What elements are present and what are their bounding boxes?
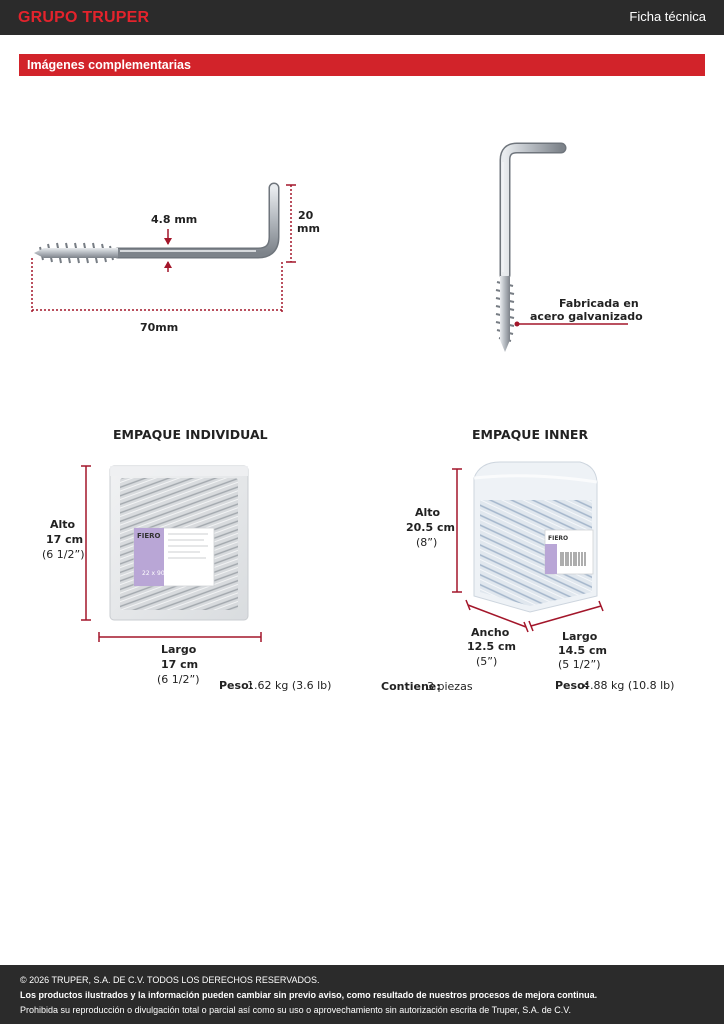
screw-hook-dimensioned — [32, 185, 320, 334]
footer-legal: Prohibida su reproducción o divulgación total o parcial así como su uso o aprovechamiento sin autorización escrita de Truper, S.A. de C.V. — [20, 1005, 571, 1015]
material-label-line2: acero galvanizado — [530, 310, 643, 323]
inner-ancho-cm: 12.5 cm — [467, 640, 516, 653]
inner-largo-in: (5 1/2”) — [558, 658, 601, 671]
individual-largo-in: (6 1/2”) — [157, 673, 200, 686]
individual-largo-label: Largo — [161, 643, 197, 656]
inner-alto-label: Alto — [415, 506, 441, 519]
inner-contiene-label: Contiene: — [381, 680, 441, 693]
inner-ancho-label: Ancho — [471, 626, 510, 639]
box-brand: FIERO — [548, 535, 569, 542]
height-unit-label: mm — [297, 222, 320, 235]
footer-disclaimer: Los productos ilustrados y la información pueden cambiar sin previo aviso, como resultado de nuestros procesos de mejora continua. — [20, 990, 598, 1000]
individual-alto-cm: 17 cm — [46, 533, 84, 546]
individual-heading: EMPAQUE INDIVIDUAL — [113, 427, 268, 442]
diameter-label: 4.8 mm — [151, 213, 198, 226]
inner-alto-in: (8”) — [416, 536, 438, 549]
material-label-line1: Fabricada en — [559, 297, 639, 310]
footer — [0, 965, 724, 1024]
individual-alto-label: Alto — [50, 518, 76, 531]
inner-heading: EMPAQUE INNER — [472, 427, 589, 442]
screw-hook-material — [496, 148, 643, 352]
package-inner — [381, 427, 674, 693]
individual-alto-in: (6 1/2”) — [42, 548, 85, 561]
inner-alto-cm: 20.5 cm — [406, 521, 455, 534]
inner-peso-value: 4.88 kg (10.8 lb) — [583, 679, 675, 692]
inner-ancho-in: (5”) — [476, 655, 498, 668]
individual-largo-cm: 17 cm — [161, 658, 199, 671]
length-label: 70mm — [140, 321, 179, 334]
inner-contiene-value: 3 piezas — [427, 680, 473, 693]
footer-copyright: © 2026 TRUPER, S.A. DE C.V. TODOS LOS DERECHOS RESERVADOS. — [20, 975, 320, 985]
inner-largo-cm: 14.5 cm — [558, 644, 607, 657]
document-type: Ficha técnica — [629, 9, 706, 24]
brand-logo: GRUPO TRUPER — [18, 9, 150, 26]
section-title: Imágenes complementarias — [27, 58, 191, 72]
inner-largo-label: Largo — [562, 630, 598, 643]
inner-peso-label: Peso: — [555, 679, 590, 692]
package-individual — [42, 427, 331, 692]
individual-peso-value: 1.62 kg (3.6 lb) — [247, 679, 332, 692]
individual-peso-label: Peso: — [219, 679, 254, 692]
bag-size: 22 x 90 — [142, 570, 165, 577]
bag-brand: FIERO — [137, 532, 161, 540]
height-value-label: 20 — [298, 209, 314, 222]
